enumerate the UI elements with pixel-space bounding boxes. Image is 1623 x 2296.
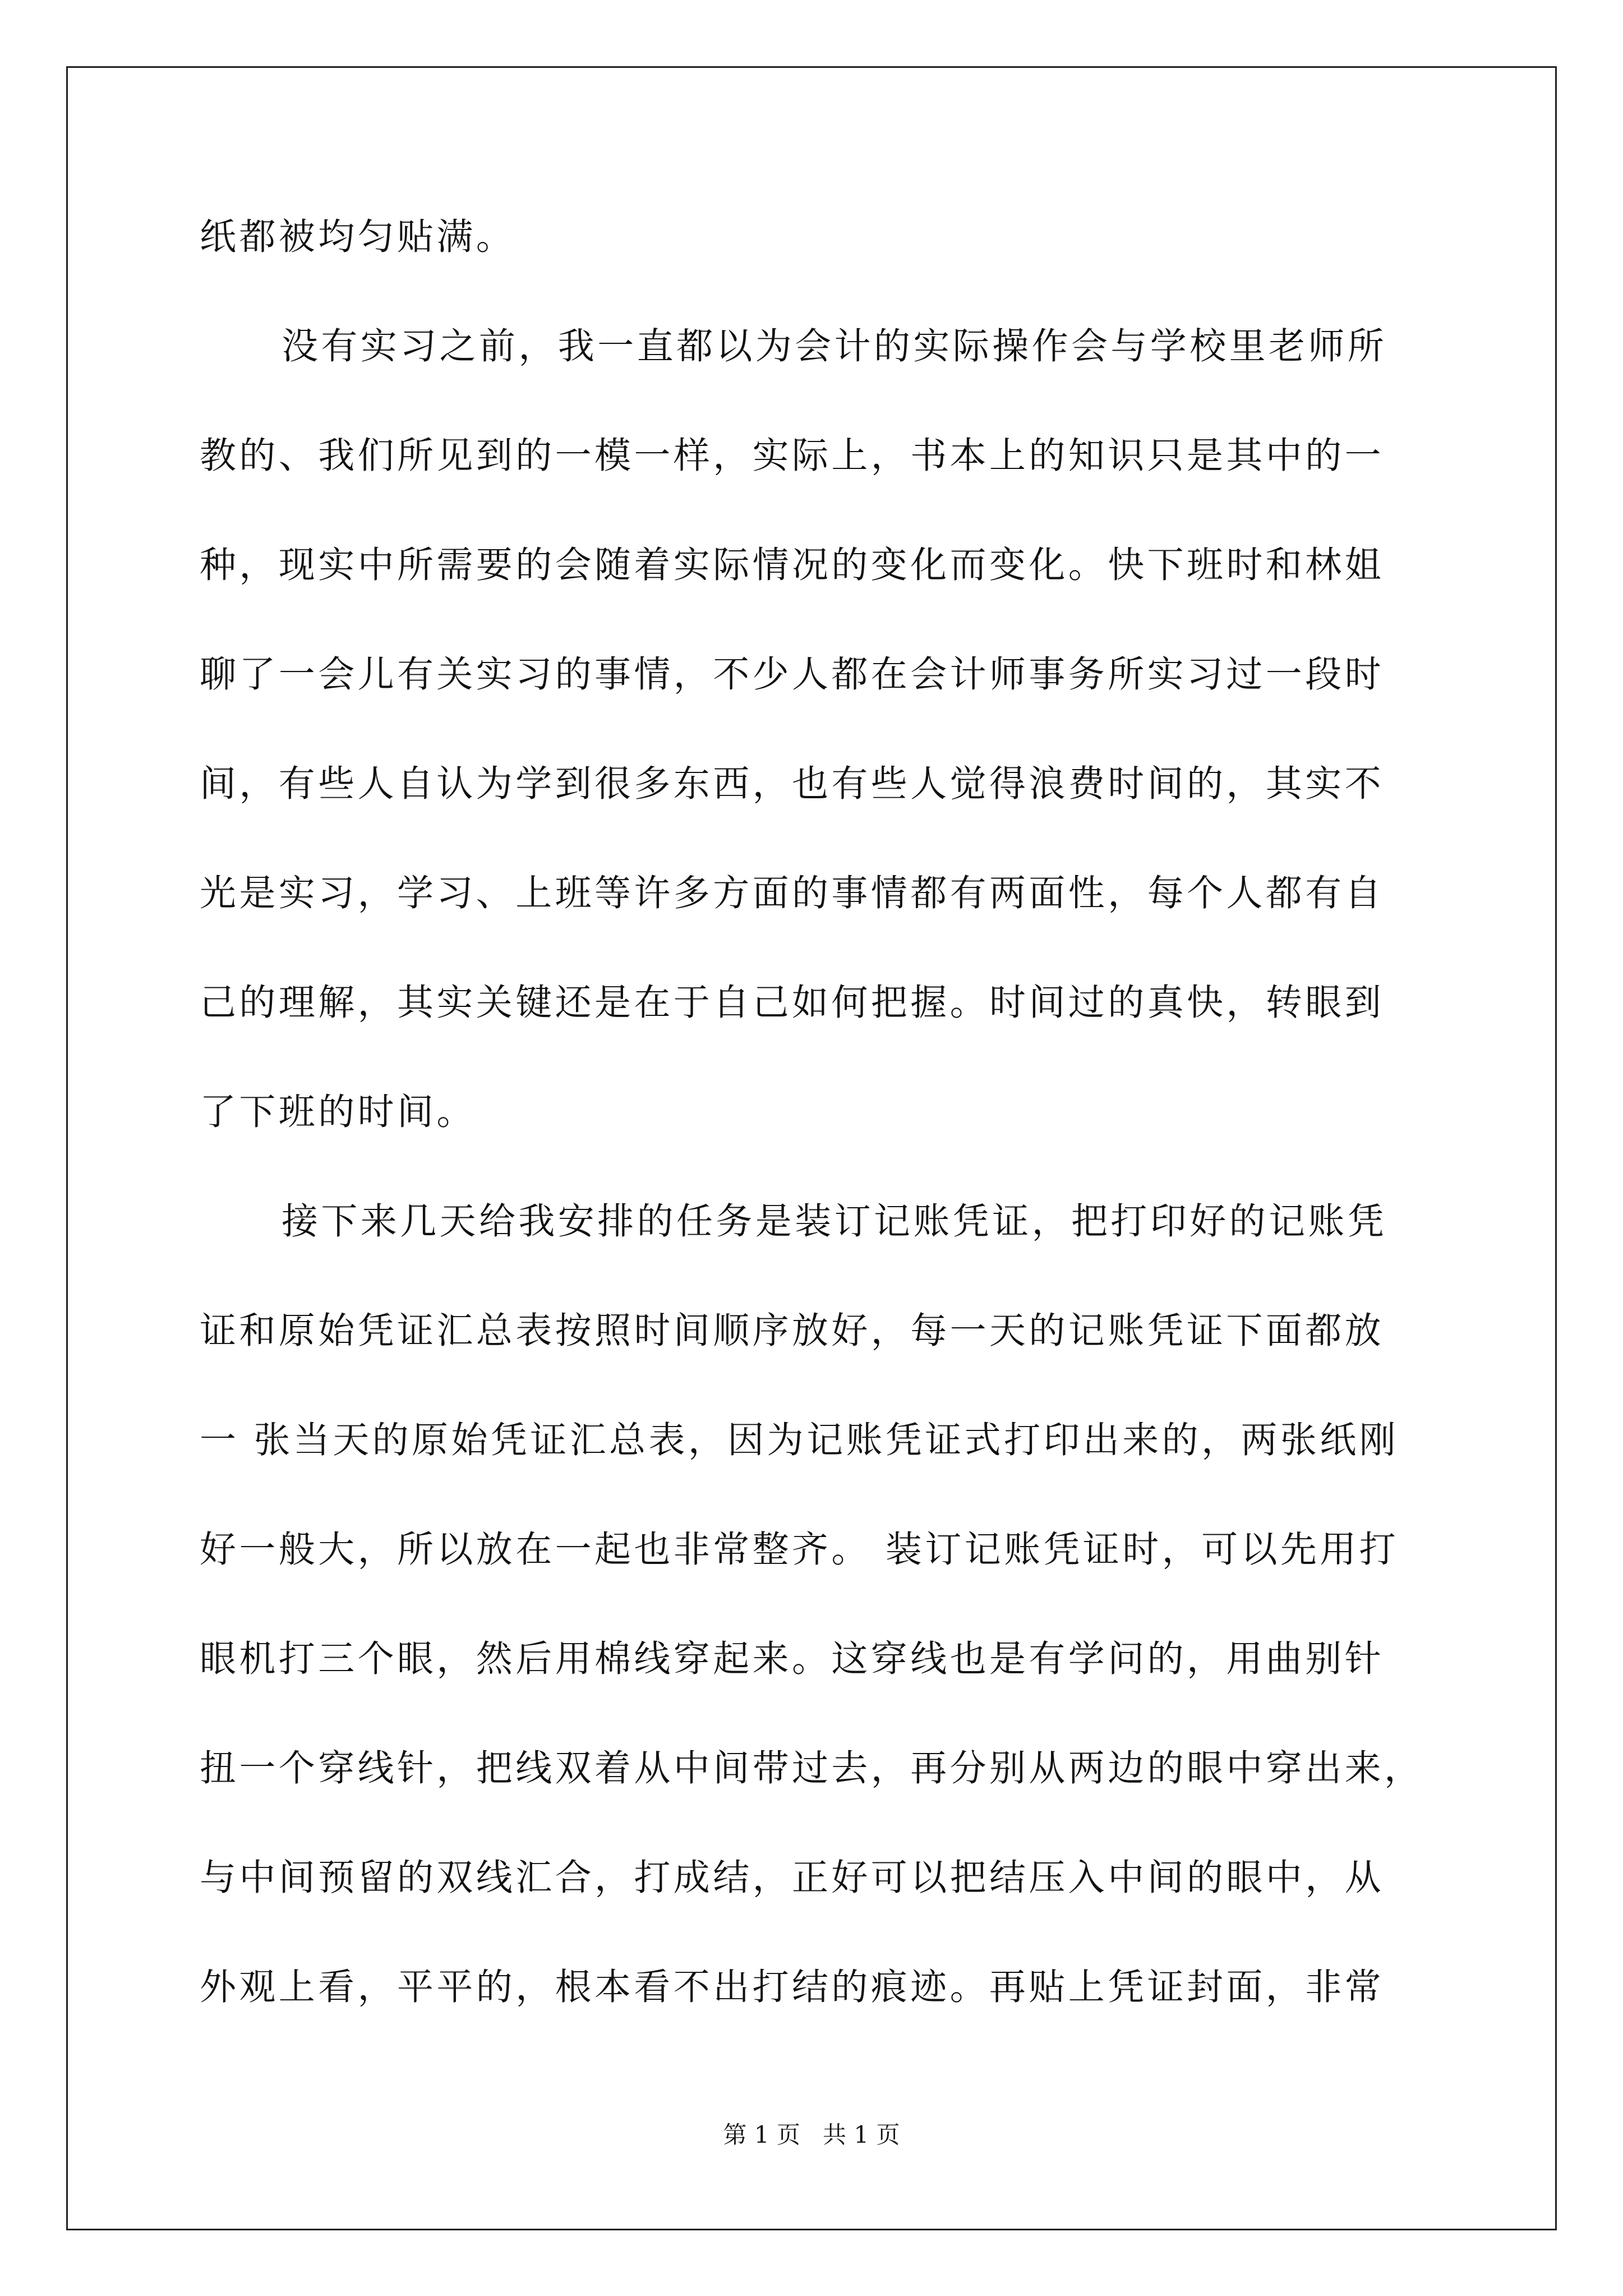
text-line: 一 张当天的原始凭证汇总表，因为记账凭证式打印出来的，两张纸刚 (200, 1419, 1399, 1461)
text-line: 证和原始凭证汇总表按照时间顺序放好，每一天的记账凭证下面都放 (200, 1310, 1385, 1352)
text-line: 接下来几天给我安排的任务是装订记账凭证，把打印好的记账凭 (282, 1200, 1387, 1243)
text-line: 与中间预留的双线汇合，打成结，正好可以把结压入中间的眼中，从 (200, 1857, 1385, 1899)
text-line: 己的理解，其实关键还是在于自己如何把握。时间过的真快，转眼到 (200, 982, 1385, 1024)
text-line: 光是实习，学习、上班等许多方面的事情都有两面性，每个人都有自 (200, 872, 1385, 914)
text-line: 纸都被均匀贴满。 (200, 216, 516, 258)
text-line: 种，现实中所需要的会随着实际情况的变化而变化。快下班时和林姐 (200, 544, 1385, 586)
text-line: 没有实习之前，我一直都以为会计的实际操作会与学校里老师所 (282, 325, 1387, 367)
page-footer: 第 1 页 共 1 页 (723, 2121, 900, 2148)
text-line: 了下班的时间。 (200, 1091, 476, 1133)
text-line: 眼机打三个眼，然后用棉线穿起来。这穿线也是有学问的，用曲别针 (200, 1638, 1385, 1680)
text-line: 好一般大，所以放在一起也非常整齐。 装订记账凭证时，可以先用打 (200, 1529, 1399, 1571)
text-line: 教的、我们所见到的一模一样，实际上，书本上的知识只是其中的一 (200, 435, 1385, 477)
text-line: 扭一个穿线针，把线双着从中间带过去，再分别从两边的眼中穿出来， (200, 1747, 1424, 1789)
text-line: 间，有些人自认为学到很多东西，也有些人觉得浪费时间的，其实不 (200, 763, 1385, 805)
text-line: 聊了一会儿有关实习的事情，不少人都在会计师事务所实习过一段时 (200, 654, 1385, 696)
document-body (200, 206, 1428, 2066)
text-line: 外观上看，平平的，根本看不出打结的痕迹。再贴上凭证封面，非常 (200, 1966, 1385, 2008)
